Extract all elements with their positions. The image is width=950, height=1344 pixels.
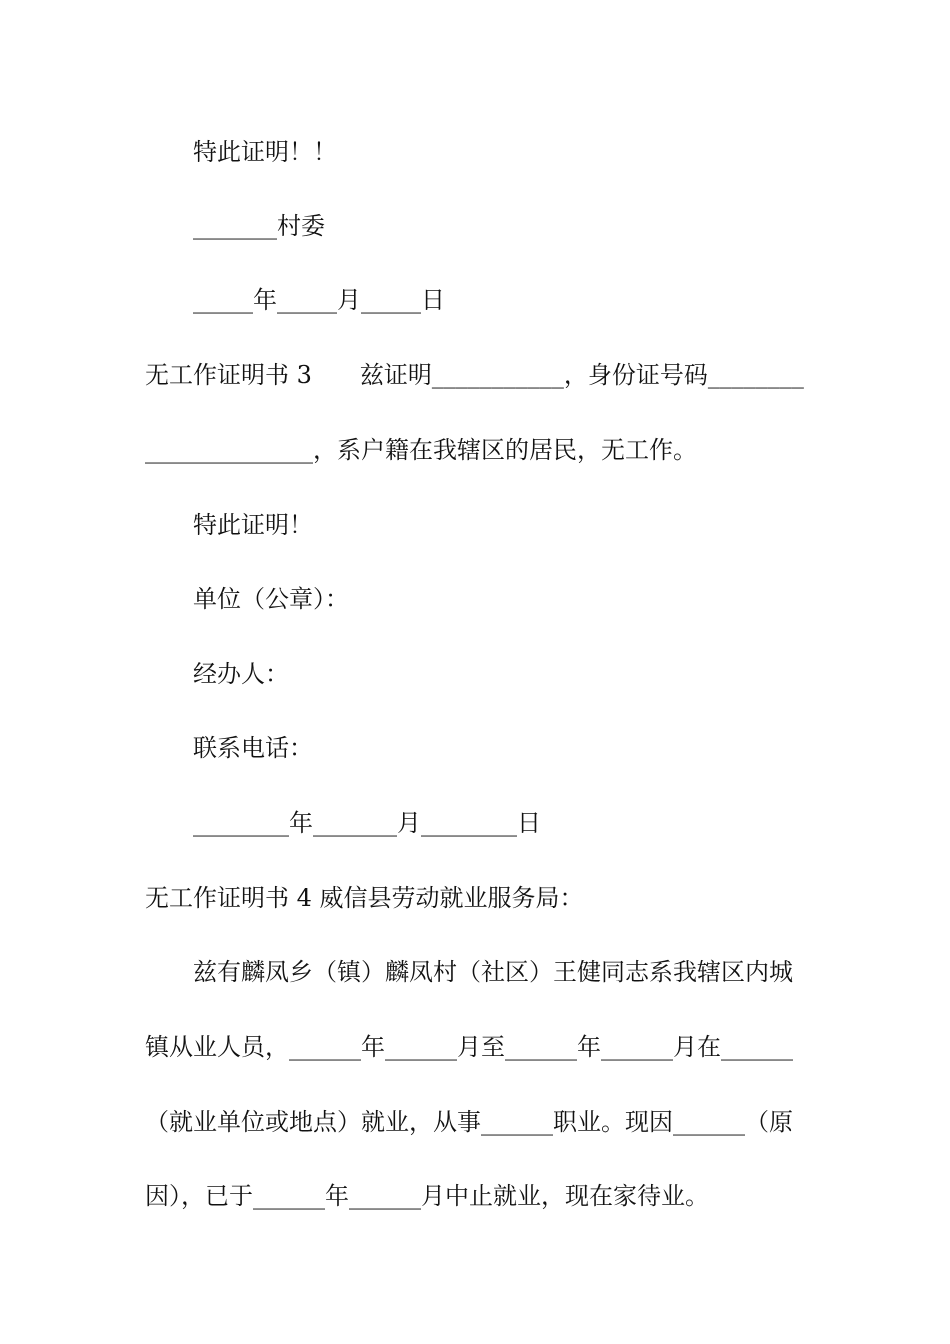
form-label: 经办人：: [193, 660, 289, 688]
paragraph-text: 特此证明！！: [193, 138, 337, 166]
section-heading: 无工作证明书 3 兹证明___________，身份证号码________: [145, 361, 804, 389]
date-line: _____年_____月_____日: [193, 286, 445, 314]
section-heading: 无工作证明书 4 威信县劳动就业服务局：: [145, 884, 584, 912]
paragraph-text: ______________，系户籍在我辖区的居民，无工作。: [145, 436, 697, 464]
paragraph-text: 兹有麟凤乡（镇）麟凤村（社区）王健同志系我辖区内城: [193, 958, 793, 986]
paragraph-text: （就业单位或地点）就业，从事______职业。现因______（原: [145, 1108, 793, 1136]
form-label: 联系电话：: [193, 734, 313, 762]
form-label: 单位（公章）：: [193, 585, 349, 613]
paragraph-text: 特此证明！: [193, 511, 313, 539]
paragraph-text: 镇从业人员，______年______月至______年______月在______: [145, 1033, 793, 1061]
paragraph-text: _______村委: [193, 212, 325, 240]
paragraph-text: 因），已于______年______月中止就业，现在家待业。: [145, 1182, 709, 1210]
date-line: ________年_______月________日: [193, 809, 541, 837]
